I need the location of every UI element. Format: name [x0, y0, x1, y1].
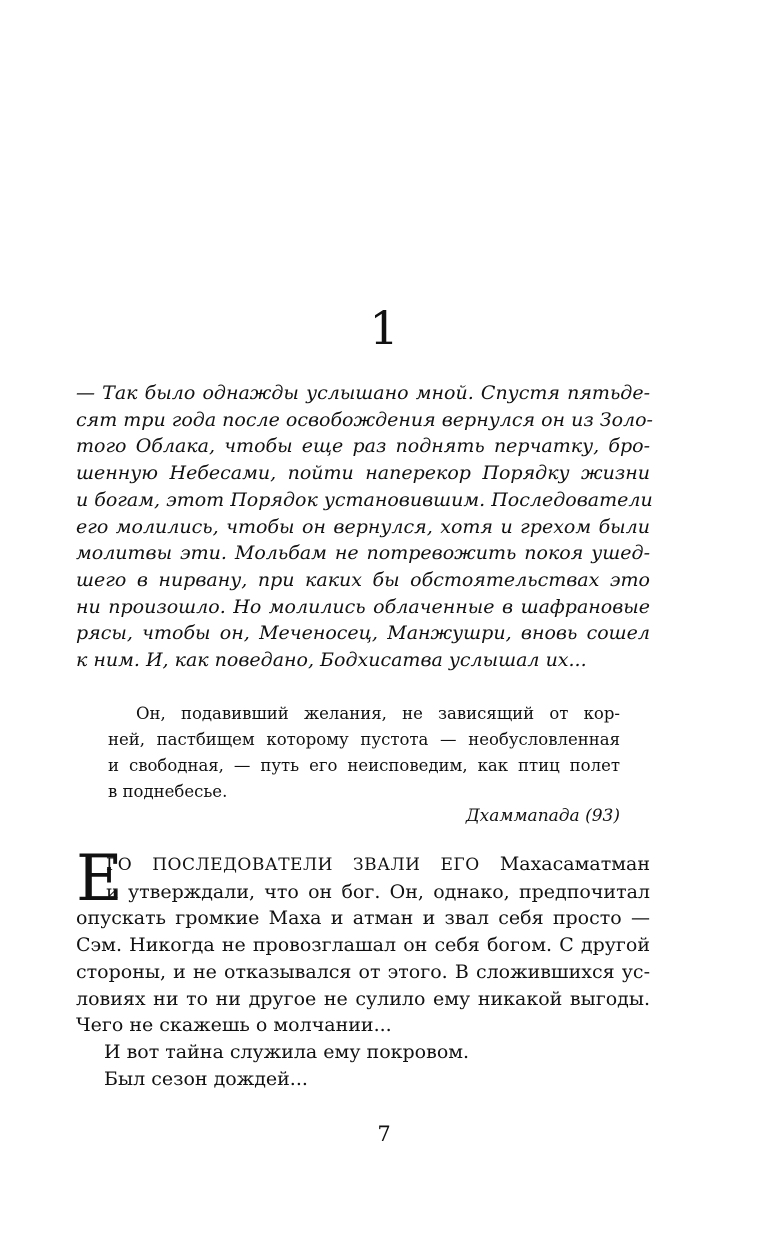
epigraph-line: к ним. И, как поведано, Бодхисатва услышал их...	[76, 649, 587, 672]
epigraph-line: рясы, чтобы он, Меченосец, Манжушри, вновь сошел	[76, 622, 650, 645]
quote-line: и свободная, — путь его неисповедим, как птиц полет	[108, 756, 620, 775]
quote-source: Дхаммапада (93)	[465, 806, 620, 826]
epigraph-line: шенную Небесами, пойти наперекор Порядку жизни	[76, 462, 650, 485]
epigraph-line: — Так было однажды услышано мной. Спустя пятьде-	[76, 382, 650, 404]
epigraph-line: ни произошло. Но молились облаченные в шафрановые	[76, 595, 650, 618]
page-number: 7	[377, 1122, 391, 1146]
quote-line: в поднебесье.	[108, 782, 228, 801]
body-text	[76, 842, 650, 1092]
epigraph-line: его молились, чтобы он вернулся, хотя и грехом были	[76, 515, 650, 538]
paragraph: И вот тайна служила ему покровом.	[104, 1040, 470, 1063]
quote-line: Он, подавивший желания, не зависящий от кор-	[136, 704, 620, 723]
epigraph	[76, 380, 653, 674]
body-line: Сэм. Никогда не провозглашал он себя богом. С другой	[76, 934, 650, 957]
epigraph-line: сят три года после освобождения вернулся он из Золо-	[76, 408, 653, 431]
body-line: и утверждали, что он бог. Он, однако, предпочитал	[106, 880, 650, 903]
epigraph-line: молитвы эти. Мольбам не потревожить покоя ушед-	[76, 542, 650, 565]
epigraph-line: шего в нирвану, при каких бы обстоятельствах это	[76, 568, 650, 591]
body-line: Чего не скажешь о молчании...	[76, 1014, 392, 1037]
paragraph: Был сезон дождей...	[104, 1067, 308, 1090]
small-caps-opening: ГО ПОСЛЕДОВАТЕЛИ ЗВАЛИ ЕГО	[106, 855, 480, 875]
drop-cap: Е	[76, 842, 123, 916]
quote-line: ней, пастбищем которому пустота — необусловленная	[108, 730, 620, 749]
epigraph-line: и богам, этот Порядок установившим. Последователи	[76, 488, 653, 511]
body-line-rest: Махасаматман	[479, 853, 650, 875]
chapter-number: 1	[369, 301, 399, 355]
epigraph-line: того Облака, чтобы еще раз поднять перчатку, бро-	[76, 435, 650, 458]
dhammapada-quote	[108, 701, 620, 805]
body-line: ловиях ни то ни другое не сулило ему никакой выгоды.	[76, 987, 650, 1010]
body-line: стороны, и не отказывался от этого. В сложившихся ус-	[76, 960, 650, 983]
body-line	[76, 851, 650, 879]
body-line: опускать громкие Маха и атман и звал себя просто —	[76, 907, 650, 930]
